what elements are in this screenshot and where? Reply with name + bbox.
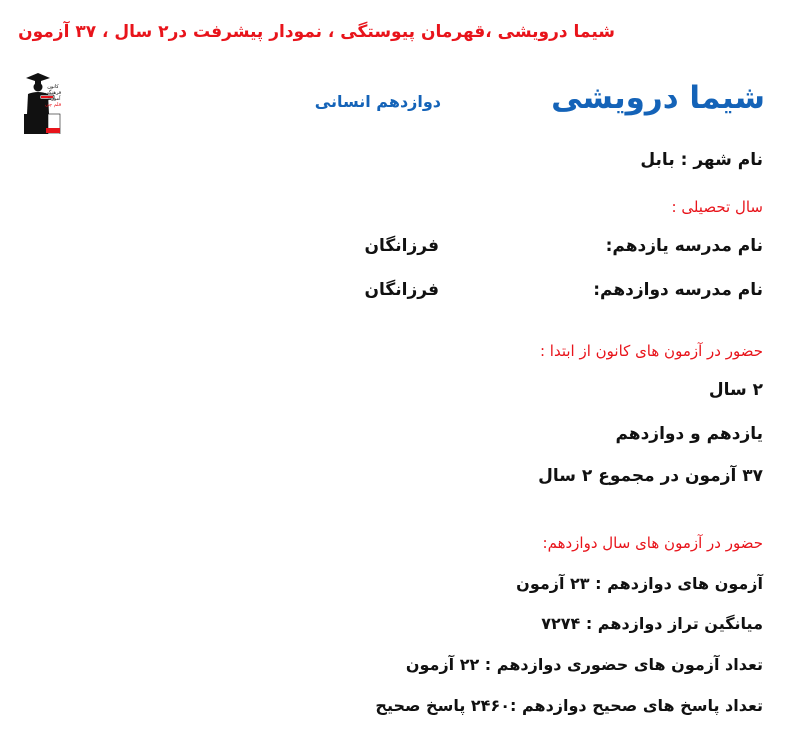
student-name: شیما درویشی (551, 80, 765, 116)
years-count: ۲ سال (708, 380, 763, 400)
correct-answers-12: تعداد پاسخ های صحیح دوازدهم :۲۴۶۰ پاسخ صحیح (375, 696, 763, 715)
school-11-label: نام مدرسه یازدهم: (605, 236, 763, 256)
total-exams: ۳۷ آزمون در مجموع ۲ سال (538, 466, 763, 486)
logo-line: آموزش (45, 96, 61, 102)
avg-score-12: میانگین تراز دوازدهم : ۷۲۷۴ (541, 614, 763, 633)
logo-line: کانون (47, 84, 59, 90)
attendance-total-label: حضور در آزمون های کانون از ابتدا : (539, 342, 763, 360)
logo (22, 70, 62, 134)
school-11-value: فرزانگان (364, 236, 439, 256)
education-section-label: سال تحصیلی : (671, 198, 763, 216)
attendance-12-label: حضور در آزمون های سال دوازدهم: (542, 534, 763, 552)
school-12-label: نام مدرسه دوازدهم: (593, 280, 763, 300)
city-line: نام شهر : بابل (640, 150, 763, 170)
grades-attended: یازدهم و دوازدهم (615, 424, 763, 444)
page-header-title: شیما درویشی ،قهرمان پیوستگی ، نمودار پیشرفت در۲ سال ، ۳۷ آزمون (18, 22, 615, 42)
logo-text (44, 84, 62, 108)
logo-line: قلم چی (44, 102, 62, 108)
logo-line: فرهنگی (44, 90, 62, 96)
exams-12: آزمون های دوازدهم : ۲۳ آزمون (516, 574, 763, 593)
school-12-value: فرزانگان (364, 280, 439, 300)
grade-label: دوازدهم انسانی (314, 92, 441, 111)
in-person-exams-12: تعداد آزمون های حضوری دوازدهم : ۲۲ آزمون (405, 655, 763, 674)
